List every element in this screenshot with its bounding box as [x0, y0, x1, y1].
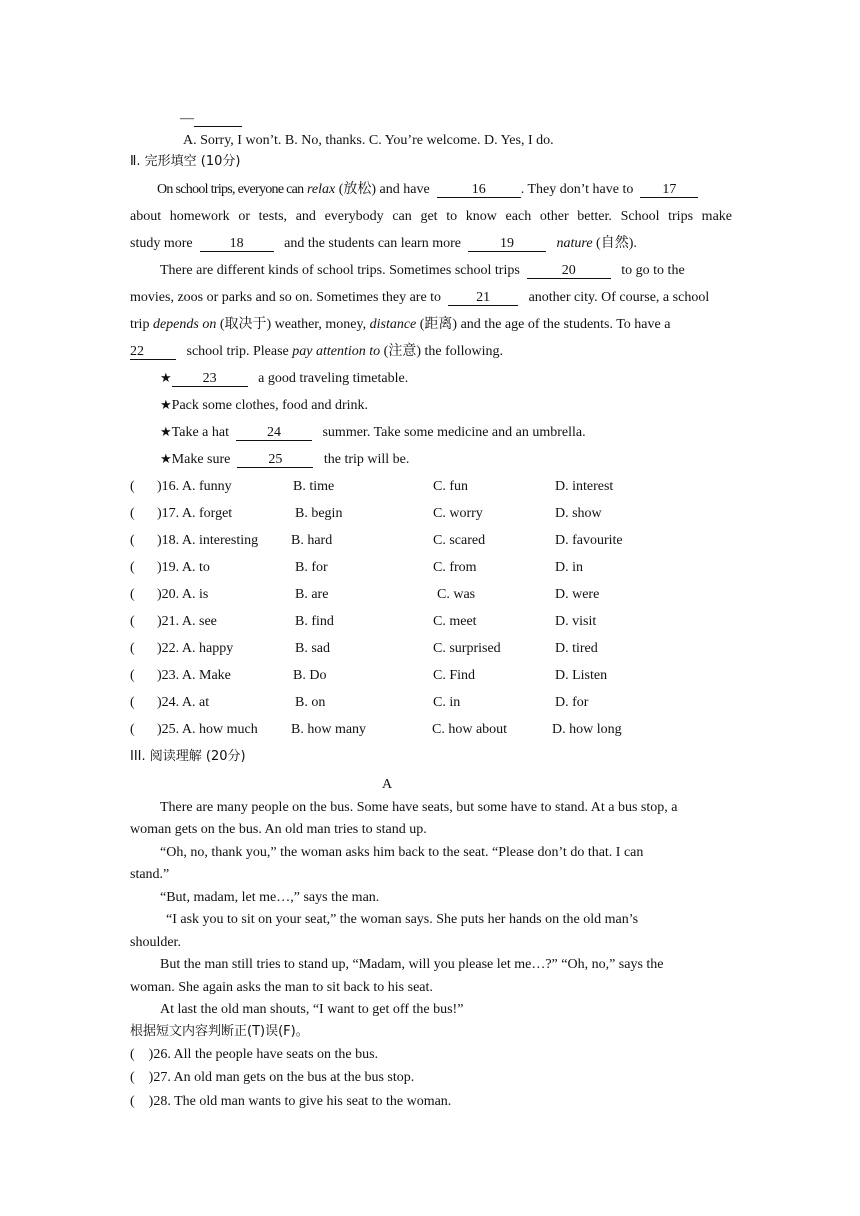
option-b: B. time	[293, 479, 335, 494]
option-c: C. was	[437, 587, 476, 602]
blank-23[interactable]: 23	[172, 372, 248, 387]
option-c: C. meet	[433, 614, 477, 629]
option-b: B. how many	[291, 722, 367, 737]
star-icon: ★	[160, 371, 172, 386]
cloze-line-7	[130, 343, 503, 361]
option-a: )25. A. how much	[157, 722, 258, 737]
text: another city. Of course, a school	[528, 290, 710, 305]
option-d: D. how long	[552, 722, 622, 737]
option-b: B. Do	[293, 668, 327, 683]
text: summer. Take some medicine and an umbrella.	[322, 425, 586, 440]
answer-paren[interactable]: (	[130, 614, 135, 629]
text: to go to the	[621, 263, 685, 278]
blank-16[interactable]: 16	[437, 183, 521, 198]
option-d: D. interest	[555, 479, 614, 494]
option-c: C. worry	[433, 506, 483, 521]
option-b: B. on	[295, 695, 326, 710]
cloze-line-2: about homework or tests, and everybody can get to know each other better. School trips make	[130, 209, 732, 224]
star-item-4	[160, 451, 409, 469]
blank-18[interactable]: 18	[200, 237, 274, 252]
option-b: B. for	[295, 560, 328, 575]
passage-line: “But, madam, let me…,” says the man.	[160, 890, 380, 905]
term-pay-attention-to: pay attention to	[292, 344, 381, 359]
option-b: B. are	[295, 587, 329, 602]
answer-paren[interactable]: (	[130, 1094, 135, 1109]
cloze-line-6	[130, 316, 670, 334]
option-a: )20. A. is	[157, 587, 209, 602]
answer-paren[interactable]: (	[130, 506, 135, 521]
option-a: )17. A. forget	[157, 506, 233, 521]
tf-question	[130, 1046, 378, 1064]
text: (注意) the following.	[383, 344, 504, 359]
answer-paren[interactable]: (	[130, 668, 135, 683]
term-relax: relax	[306, 182, 336, 197]
answer-paren[interactable]: (	[130, 641, 135, 656]
option-c: C. how about	[432, 722, 508, 737]
cloze-line-4	[160, 262, 685, 280]
tf-text: )26. All the people have seats on the bus.	[148, 1047, 379, 1062]
option-a: )23. A. Make	[157, 668, 231, 683]
option-c: C. Find	[433, 668, 476, 683]
tf-text: )28. The old man wants to give his seat to the woman.	[148, 1094, 452, 1109]
option-c: C. scared	[433, 533, 486, 548]
star-icon: ★	[160, 398, 172, 413]
text: Pack some clothes, food and drink.	[171, 398, 369, 413]
section-heading-cloze: Ⅱ. 完形填空 (10分)	[130, 154, 241, 169]
blank-19[interactable]: 19	[468, 237, 546, 252]
passage-line: But the man still tries to stand up, “Madam, will you please let me…?” “Oh, no,” says the	[160, 957, 664, 972]
passage-line: “Oh, no, thank you,” the woman asks him back to the seat. “Please don’t do that. I can	[160, 845, 644, 860]
option-d: D. show	[555, 506, 602, 521]
tf-question	[130, 1069, 414, 1087]
answer-paren[interactable]: (	[130, 1047, 135, 1062]
star-item-3	[160, 424, 586, 442]
tf-question	[130, 1093, 451, 1111]
option-a: )19. A. to	[157, 560, 210, 575]
answer-paren[interactable]: (	[130, 722, 135, 737]
text: study more	[130, 236, 193, 251]
term-distance: distance	[369, 317, 417, 332]
passage-line: shoulder.	[130, 935, 181, 950]
blank-21[interactable]: 21	[448, 291, 518, 306]
option-d: D. Listen	[555, 668, 608, 683]
cloze-line-1	[157, 181, 698, 199]
answer-paren[interactable]: (	[130, 533, 135, 548]
text: and the students can learn more	[284, 236, 461, 251]
section-heading-reading: III. 阅读理解 (20分)	[130, 749, 246, 764]
passage-line: stand.”	[130, 867, 170, 882]
option-c: C. in	[433, 695, 461, 710]
answer-paren[interactable]: (	[130, 587, 135, 602]
tf-instruction: 根据短文内容判断正(T)误(F)。	[130, 1024, 309, 1039]
text: the trip will be.	[323, 452, 410, 467]
text: Take a hat	[171, 425, 229, 440]
cloze-line-5	[130, 289, 709, 307]
cloze-line-3	[130, 235, 637, 253]
passage-line: “I ask you to sit on your seat,” the woman says. She puts her hands on the old man’s	[166, 912, 639, 927]
option-a: )21. A. see	[157, 614, 217, 629]
option-a: )22. A. happy	[157, 641, 234, 656]
star-icon: ★	[160, 452, 172, 467]
tf-text: )27. An old man gets on the bus at the bus stop.	[148, 1070, 415, 1085]
term-depends-on: depends on	[152, 317, 217, 332]
option-b: B. hard	[291, 533, 333, 548]
text: (取决于) weather, money,	[219, 317, 367, 332]
option-d: D. visit	[555, 614, 597, 629]
star-item-1	[160, 370, 408, 388]
text: There are different kinds of school trips. Sometimes school trips	[160, 263, 520, 278]
text: . They don’t have to	[520, 182, 634, 197]
passage-line: woman. She again asks the man to sit back to his seat.	[130, 980, 433, 995]
text: school trip. Please	[186, 344, 289, 359]
option-b: B. sad	[295, 641, 330, 656]
text: Make sure	[171, 452, 231, 467]
text: a good traveling timetable.	[258, 371, 409, 386]
dash: —	[180, 111, 194, 126]
text: On school trips, everyone can	[157, 182, 304, 197]
answer-dash-line	[180, 110, 242, 128]
answer-blank[interactable]	[194, 112, 242, 127]
option-d: D. for	[555, 695, 589, 710]
text: (自然).	[596, 236, 637, 251]
option-a: )24. A. at	[157, 695, 210, 710]
blank-24[interactable]: 24	[236, 426, 312, 441]
term-nature: nature	[556, 236, 593, 251]
answer-paren[interactable]: (	[130, 560, 135, 575]
passage-line: woman gets on the bus. An old man tries to stand up.	[130, 822, 427, 837]
option-b: B. find	[295, 614, 334, 629]
blank-20[interactable]: 20	[527, 264, 611, 279]
option-a: )18. A. interesting	[157, 533, 259, 548]
option-d: D. in	[555, 560, 583, 575]
text: movies, zoos or parks and so on. Sometimes they are to	[130, 290, 442, 305]
passage-line: There are many people on the bus. Some have seats, but some have to stand. At a bus stop, a	[160, 800, 678, 815]
passage-label: A	[382, 777, 393, 792]
option-c: C. surprised	[433, 641, 501, 656]
answer-paren[interactable]: (	[130, 695, 135, 710]
star-item-2	[160, 397, 368, 415]
option-a: )16. A. funny	[157, 479, 232, 494]
blank-22[interactable]: 22	[130, 345, 176, 360]
option-c: C. fun	[433, 479, 468, 494]
blank-17[interactable]: 17	[640, 183, 698, 198]
option-c: C. from	[433, 560, 477, 575]
text: (距离) and the age of the students. To have a	[419, 317, 671, 332]
star-icon: ★	[160, 425, 172, 440]
option-d: D. tired	[555, 641, 598, 656]
answer-paren[interactable]: (	[130, 479, 135, 494]
text: trip	[130, 317, 150, 332]
passage-line: At last the old man shouts, “I want to get off the bus!”	[160, 1002, 464, 1017]
text: (放松) and have	[338, 182, 430, 197]
answer-paren[interactable]: (	[130, 1070, 135, 1085]
answer-options-line: A. Sorry, I won’t. B. No, thanks. C. You’re welcome. D. Yes, I do.	[183, 133, 554, 148]
option-d: D. were	[555, 587, 600, 602]
option-d: D. favourite	[555, 533, 623, 548]
option-b: B. begin	[295, 506, 343, 521]
blank-25[interactable]: 25	[237, 453, 313, 468]
